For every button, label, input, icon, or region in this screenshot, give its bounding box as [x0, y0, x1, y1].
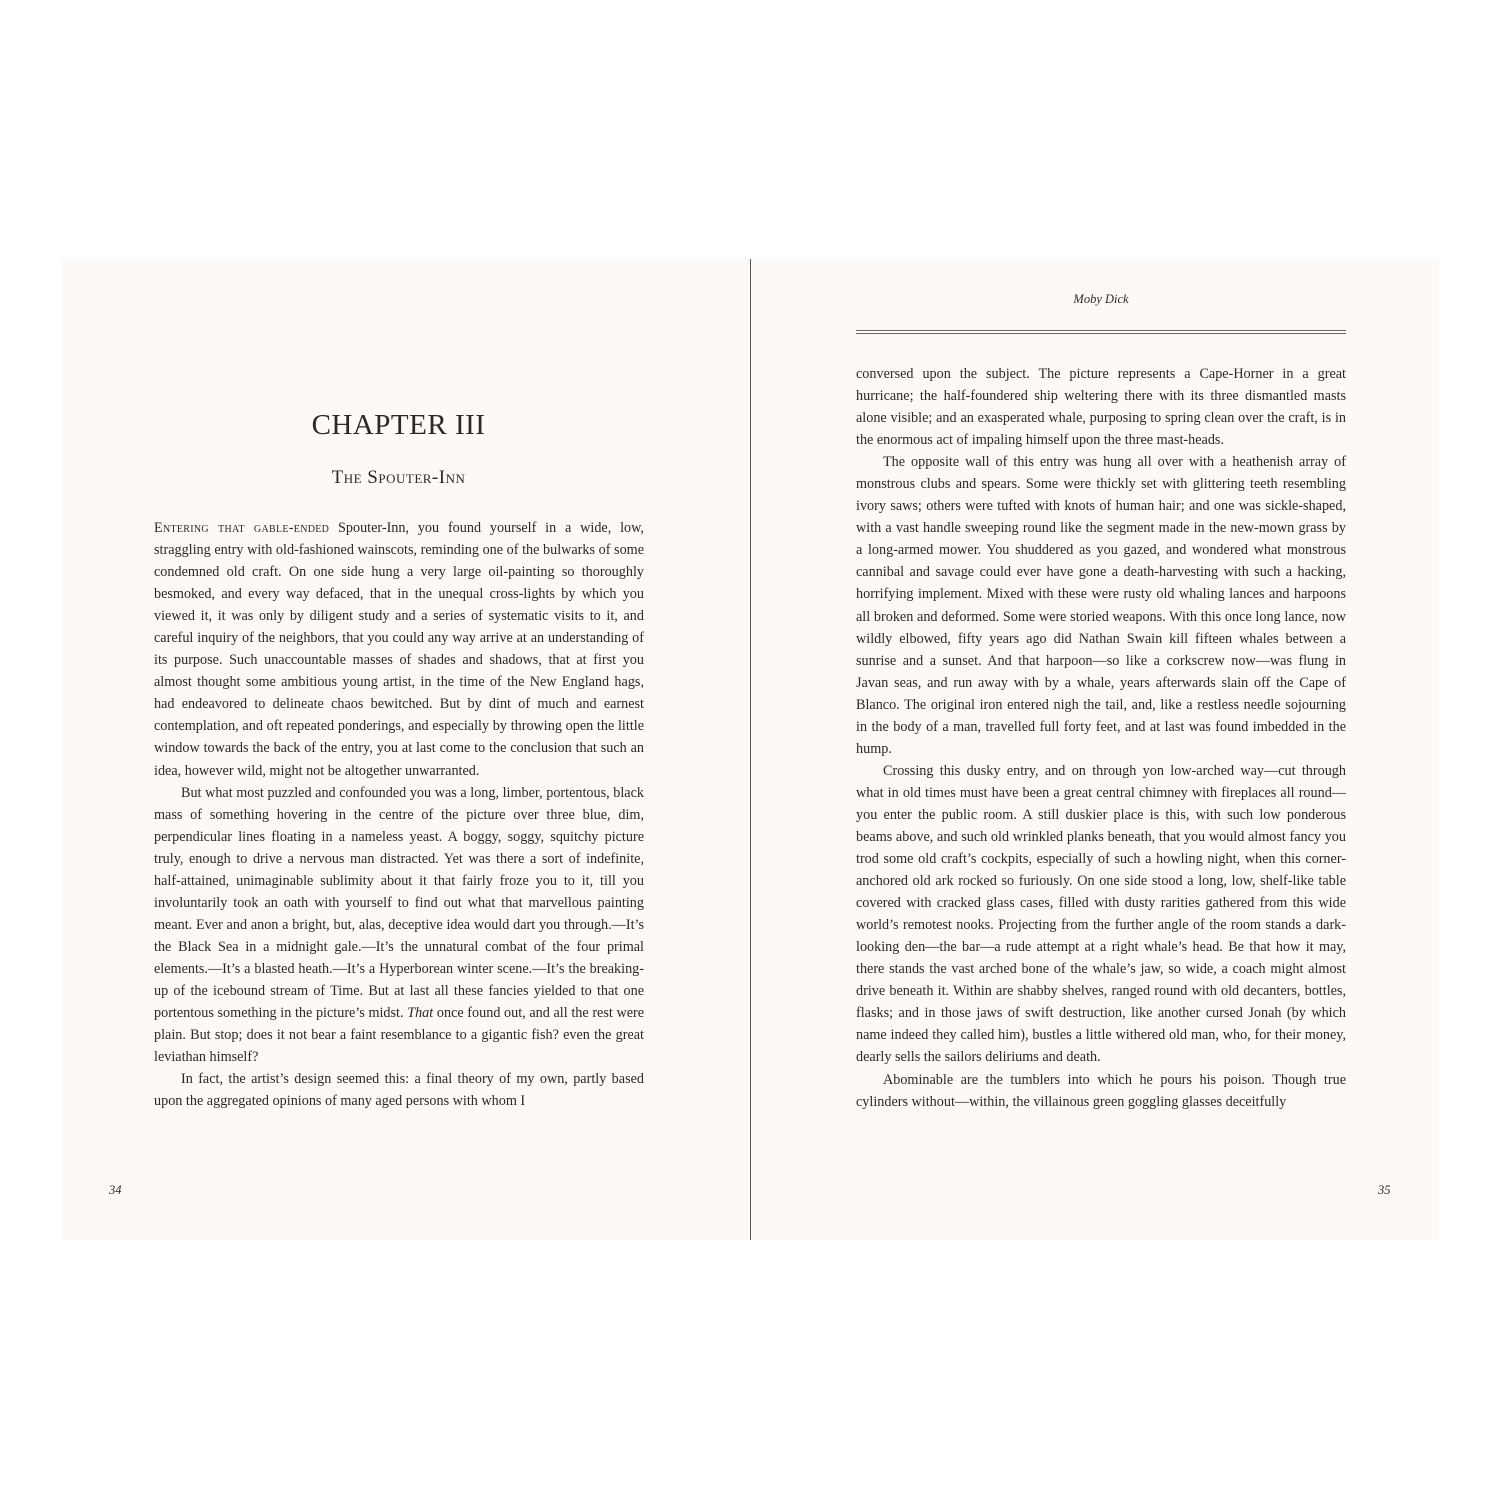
- paragraph-text: Crossing this dusky entry, and on through yon low-arched way—cut through what in old times must have been a great central chimney with fireplaces all round—you enter the public room. A still duskier place is this, with such low ponderous beams above, and such old wrinkled planks beneath, that you would almost fancy you trod some old craft’s cockpits, especially of such a howling night, when this corner-anchored old ark rocked so furiously. On one side stood a long, low, shelf-like table covered with cracked glass cases, filled with dusty rarities gathered from this wide world’s remotest nooks. Projecting from the further angle of the room stands a dark-looking den—the bar—a rude attempt at a right whale’s head. Be that how it may, there stands the vast arched bone of the whale’s jaw, so wide, a coach might almost drive beneath it. Within are shabby shelves, ranged round with old decanters, bottles, flasks; and in those jaws of swift destruction, like another cursed Jonah (by which name indeed they called him), bustles a little withered old man, who, for their money, dearly sells the sailors deliriums and death.: [856, 762, 1346, 1066]
- paragraph: [154, 782, 644, 1069]
- paragraph-text: In fact, the artist’s design seemed this: a final theory of my own, partly based upon the aggregated opinions of many aged persons with whom I: [154, 1071, 644, 1110]
- left-page: [61, 259, 750, 1240]
- running-head: Moby Dick: [1073, 292, 1129, 306]
- page-number: 34: [109, 1183, 122, 1197]
- paragraph-text: Abominable are the tumblers into which he pours his poison. Though true cylinders without—within, the villainous green goggling glasses deceitfully: [856, 1071, 1346, 1110]
- paragraph-text: once found out, and all the rest were plain. But stop; does it not bear a faint resemblance to a gigantic fish? even the great leviathan himself?: [154, 1005, 645, 1066]
- paragraph-text: The opposite wall of this entry was hung all over with a heathenish array of monstrous clubs and spears. Some were thickly set with glittering teeth resembling ivory saws; others were tufted with knots of human hair; and one was sickle-shaped, with a vast handle sweeping round like the segment made in the new-mown grass by a long-armed mower. You shuddered as you gazed, and wondered what monstrous cannibal and savage could ever have gone a death-harvesting with such a hacking, horrifying implement. Mixed with these were rusty old whaling lances and harpoons all broken and deformed. Some were storied weapons. With this once long lance, now wildly elbowed, fifty years ago did Nathan Swain kill fifteen whales between a sunrise and a sunset. And that harpoon—so like a corkscrew now—was flung in Javan seas, and run away with by a whale, years afterwards slain off the Cape of Blanco. The original iron entered nigh the tail, and, like a restless needle sojourning in the body of a man, travelled full forty feet, and at last was found imbedded in the hump.: [856, 454, 1346, 757]
- paragraph-text: But what most puzzled and confounded you was a long, limber, portentous, black mass of something hovering in the centre of the picture over three blue, dim, perpendicular lines floating in a nameless yeast. A boggy, soggy, squitchy picture truly, enough to drive a nervous man distracted. Yet was there a sort of indefinite, half-attained, unimaginable sublimity about it that fairly froze you to it, till you involuntarily took an oath with yourself to find out what that marvellous painting meant. Ever and anon a bright, but, alas, deceptive idea would dart you through.—It’s the Black Sea in a midnight gale.—It’s the unnatural combat of the four primal elements.—It’s a blasted heath.—It’s a Hyperborean winter scene.—It’s the breaking-up of the icebound stream of Time. But at last all these fancies yielded to that one portentous something in the picture’s midst.: [154, 784, 644, 1022]
- chapter-title: The Spouter-Inn: [331, 467, 466, 488]
- paragraph: [856, 1069, 1346, 1113]
- paragraph: [856, 451, 1346, 760]
- right-page: [751, 259, 1439, 1240]
- paragraph-text: conversed upon the subject. The picture represents a Cape-Horner in a great hurricane; the half-foundered ship weltering there with its three dismantled masts alone visible; and an exasperated whale, purposing to spring clean over the craft, is in the enormous act of impaling himself upon the three mast-heads.: [856, 366, 1346, 449]
- left-body-text: [154, 517, 644, 1112]
- emphasis-word: That: [407, 1005, 434, 1022]
- paragraph: [856, 760, 1346, 1069]
- right-body-text: [856, 363, 1346, 1113]
- paragraph: [856, 363, 1346, 451]
- running-head-rule: [856, 330, 1346, 334]
- paragraph-text: Spouter-Inn, you found yourself in a wide, low, straggling entry with old-fashioned wainscots, reminding one of the bulwarks of some condemned old craft. On one side hung a very large oil-painting so thoroughly besmoked, and every way defaced, that in the unequal cross-lights by which you viewed it, it was only by diligent study and a series of systematic visits to it, and careful inquiry of the neighbors, that you could any way arrive at an understanding of its purpose. Such unaccountable masses of shades and shadows, that at first you almost thought some ambitious young artist, in the time of the New England hags, had endeavored to delineate chaos bewitched. But by dint of much and earnest contemplation, and oft repeated ponderings, and especially by throwing open the little window towards the back of the entry, you at last come to the conclusion that such an idea, however wild, might not be altogether unwarranted.: [154, 520, 644, 779]
- paragraph: [154, 517, 644, 782]
- chapter-number: CHAPTER III: [311, 409, 486, 441]
- page-number: 35: [1378, 1183, 1391, 1197]
- lead-in-small-caps: Entering that gable-ended: [154, 520, 330, 536]
- paragraph: [154, 1068, 644, 1112]
